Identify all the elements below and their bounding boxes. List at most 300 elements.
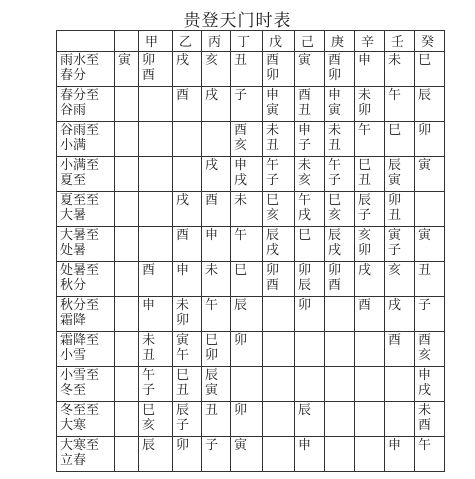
row-label-line: 小雪 bbox=[60, 348, 87, 363]
table-cell bbox=[202, 227, 231, 262]
cell-value: 酉 bbox=[358, 298, 372, 313]
cell-value: 子 bbox=[388, 243, 402, 258]
row-label bbox=[57, 157, 115, 192]
cell-value: 辰 bbox=[298, 278, 312, 293]
table-row bbox=[57, 297, 445, 332]
cell-value: 亥 bbox=[266, 208, 280, 223]
row-label bbox=[57, 262, 115, 297]
cell-value: 卯 bbox=[298, 298, 312, 313]
table-cell bbox=[263, 157, 295, 192]
row-label-line: 大暑 bbox=[60, 208, 87, 223]
cell-value: 亥 bbox=[234, 138, 248, 153]
table-cell bbox=[325, 262, 355, 297]
table-cell bbox=[385, 262, 415, 297]
table-cell bbox=[355, 157, 385, 192]
cell-value: 辰 bbox=[298, 403, 312, 418]
cell-value: 未 bbox=[266, 123, 280, 138]
table-cell bbox=[202, 332, 231, 367]
cell-value: 午 bbox=[234, 228, 248, 243]
table-cell bbox=[263, 437, 295, 472]
row-label-line: 立春 bbox=[60, 453, 87, 468]
table-cell bbox=[202, 52, 231, 87]
table-cell bbox=[295, 262, 325, 297]
cell-value: 卯 bbox=[328, 68, 342, 83]
cell-value: 申 bbox=[142, 298, 156, 313]
cell-value: 戌 bbox=[418, 383, 432, 398]
table-cell bbox=[295, 87, 325, 122]
cell-value: 丑 bbox=[358, 173, 372, 188]
table-row bbox=[57, 332, 445, 367]
table-cell bbox=[325, 122, 355, 157]
row-label bbox=[57, 367, 115, 402]
table-cell bbox=[385, 192, 415, 227]
table-cell bbox=[415, 437, 445, 472]
cell-value: 亥 bbox=[358, 228, 372, 243]
table-cell bbox=[325, 52, 355, 87]
table-cell bbox=[115, 332, 139, 367]
table-cell bbox=[115, 157, 139, 192]
cell-value: 辰 bbox=[388, 158, 402, 173]
table-cell bbox=[173, 402, 202, 437]
cell-value: 午 bbox=[205, 298, 219, 313]
cell-value: 辰 bbox=[205, 368, 219, 383]
row-label-line: 春分 bbox=[60, 68, 87, 83]
header-row bbox=[57, 31, 445, 52]
table-cell bbox=[139, 52, 173, 87]
cell-value: 辰 bbox=[176, 403, 190, 418]
table-cell bbox=[231, 87, 263, 122]
cell-value: 巳 bbox=[176, 368, 190, 383]
table-cell bbox=[139, 192, 173, 227]
table-cell bbox=[115, 227, 139, 262]
table-cell bbox=[263, 262, 295, 297]
table-cell bbox=[355, 192, 385, 227]
row-label-line: 冬至 bbox=[60, 383, 87, 398]
table-cell bbox=[202, 367, 231, 402]
table-row bbox=[57, 122, 445, 157]
cell-value: 亥 bbox=[142, 418, 156, 433]
table-cell bbox=[295, 192, 325, 227]
cell-value: 戌 bbox=[234, 173, 248, 188]
column-header: 戊 bbox=[263, 31, 295, 52]
cell-value: 卯 bbox=[176, 313, 190, 328]
table-cell bbox=[173, 332, 202, 367]
cell-value: 午 bbox=[266, 158, 280, 173]
table-cell bbox=[231, 227, 263, 262]
cell-value: 酉 bbox=[176, 88, 190, 103]
cell-value: 辰 bbox=[358, 193, 372, 208]
table-cell bbox=[173, 122, 202, 157]
table-cell bbox=[295, 437, 325, 472]
table-cell bbox=[385, 52, 415, 87]
table-cell bbox=[325, 402, 355, 437]
row-label-line: 大暑至 bbox=[60, 228, 100, 243]
table-cell bbox=[295, 297, 325, 332]
row-label-line: 雨水至 bbox=[60, 53, 100, 68]
row-label-line: 冬至至 bbox=[60, 403, 100, 418]
row-label-line: 谷雨至 bbox=[60, 123, 100, 138]
table-cell bbox=[231, 192, 263, 227]
table-cell bbox=[173, 87, 202, 122]
table-cell bbox=[295, 402, 325, 437]
table-cell bbox=[385, 402, 415, 437]
cell-value: 寅 bbox=[418, 228, 432, 243]
table-cell bbox=[231, 262, 263, 297]
cell-value: 申 bbox=[234, 158, 248, 173]
table-cell bbox=[231, 52, 263, 87]
cell-value: 寅 bbox=[418, 158, 432, 173]
table-row bbox=[57, 87, 445, 122]
table-cell bbox=[263, 122, 295, 157]
table-cell bbox=[385, 122, 415, 157]
table-cell bbox=[325, 332, 355, 367]
column-header: 甲 bbox=[139, 31, 173, 52]
table-cell bbox=[355, 402, 385, 437]
cell-value: 丑 bbox=[418, 263, 432, 278]
column-header: 庚 bbox=[325, 31, 355, 52]
cell-value: 巳 bbox=[142, 403, 156, 418]
cell-value: 亥 bbox=[298, 173, 312, 188]
table-cell bbox=[139, 157, 173, 192]
cell-value: 巳 bbox=[418, 53, 432, 68]
cell-value: 申 bbox=[328, 88, 342, 103]
cell-value: 未 bbox=[388, 53, 402, 68]
cell-value: 丑 bbox=[176, 383, 190, 398]
table-cell bbox=[139, 262, 173, 297]
cell-value: 未 bbox=[358, 88, 372, 103]
table-cell bbox=[415, 402, 445, 437]
row-label-line: 小满至 bbox=[60, 158, 100, 173]
row-label-line: 处暑至 bbox=[60, 263, 100, 278]
row-label-line: 处暑 bbox=[60, 243, 87, 258]
cell-value: 申 bbox=[298, 438, 312, 453]
cell-value: 子 bbox=[266, 173, 280, 188]
cell-value: 酉 bbox=[142, 263, 156, 278]
row-label-line: 秋分 bbox=[60, 278, 87, 293]
table-cell bbox=[325, 87, 355, 122]
table-cell bbox=[355, 437, 385, 472]
header-blank bbox=[57, 31, 115, 52]
table-cell bbox=[202, 402, 231, 437]
cell-value: 酉 bbox=[234, 123, 248, 138]
row-label bbox=[57, 437, 115, 472]
cell-value: 丑 bbox=[388, 208, 402, 223]
cell-value: 酉 bbox=[266, 278, 280, 293]
table-cell bbox=[173, 437, 202, 472]
cell-value: 巳 bbox=[298, 228, 312, 243]
table-cell bbox=[139, 122, 173, 157]
cell-value: 巳 bbox=[358, 158, 372, 173]
cell-value: 申 bbox=[176, 263, 190, 278]
table-cell bbox=[385, 227, 415, 262]
table-cell bbox=[385, 297, 415, 332]
cell-value: 酉 bbox=[328, 53, 342, 68]
table-cell bbox=[115, 192, 139, 227]
column-header: 辛 bbox=[355, 31, 385, 52]
cell-value: 戌 bbox=[205, 158, 219, 173]
row-label-line: 霜降至 bbox=[60, 333, 100, 348]
table-cell bbox=[385, 367, 415, 402]
cell-value: 子 bbox=[328, 173, 342, 188]
table-cell bbox=[355, 262, 385, 297]
table-cell bbox=[173, 227, 202, 262]
table-cell bbox=[231, 402, 263, 437]
table-row bbox=[57, 227, 445, 262]
column-header bbox=[115, 31, 139, 52]
table-cell bbox=[295, 157, 325, 192]
table-cell bbox=[415, 87, 445, 122]
table-cell bbox=[231, 437, 263, 472]
cell-value: 寅 bbox=[205, 383, 219, 398]
cell-value: 戌 bbox=[176, 193, 190, 208]
cell-value: 未 bbox=[418, 403, 432, 418]
row-label-line: 夏至至 bbox=[60, 193, 100, 208]
table-cell bbox=[415, 262, 445, 297]
row-label-line: 大寒 bbox=[60, 418, 87, 433]
table-cell bbox=[325, 192, 355, 227]
cell-value: 酉 bbox=[388, 333, 402, 348]
cell-value: 卯 bbox=[142, 53, 156, 68]
cell-value: 未 bbox=[205, 263, 219, 278]
cell-value: 子 bbox=[358, 208, 372, 223]
table-cell bbox=[385, 437, 415, 472]
cell-value: 申 bbox=[418, 368, 432, 383]
table-row bbox=[57, 437, 445, 472]
cell-value: 亥 bbox=[328, 208, 342, 223]
table-cell bbox=[355, 122, 385, 157]
table-cell bbox=[415, 157, 445, 192]
cell-value: 未 bbox=[328, 123, 342, 138]
cell-value: 戌 bbox=[388, 298, 402, 313]
page-title: 贵登天门时表 bbox=[183, 11, 292, 31]
cell-value: 酉 bbox=[418, 333, 432, 348]
cell-value: 丑 bbox=[266, 138, 280, 153]
cell-value: 酉 bbox=[205, 193, 219, 208]
table-cell bbox=[115, 437, 139, 472]
row-label-line: 谷雨 bbox=[60, 103, 87, 118]
table-cell bbox=[173, 52, 202, 87]
row-label bbox=[57, 297, 115, 332]
column-header: 乙 bbox=[173, 31, 202, 52]
table-cell bbox=[173, 157, 202, 192]
table-cell bbox=[415, 332, 445, 367]
cell-value: 子 bbox=[418, 298, 432, 313]
row-label-line: 夏至 bbox=[60, 173, 87, 188]
table-cell bbox=[231, 122, 263, 157]
cell-value: 寅 bbox=[118, 53, 132, 68]
table-cell bbox=[231, 332, 263, 367]
cell-value: 卯 bbox=[266, 68, 280, 83]
row-label-line: 大寒至 bbox=[60, 438, 100, 453]
cell-value: 申 bbox=[388, 438, 402, 453]
table-cell bbox=[415, 122, 445, 157]
table-cell bbox=[202, 262, 231, 297]
table-cell bbox=[355, 52, 385, 87]
cell-value: 申 bbox=[298, 123, 312, 138]
cell-value: 亥 bbox=[418, 348, 432, 363]
table-cell bbox=[325, 297, 355, 332]
table-cell bbox=[385, 87, 415, 122]
table-cell bbox=[415, 227, 445, 262]
column-header: 壬 bbox=[385, 31, 415, 52]
cell-value: 酉 bbox=[266, 53, 280, 68]
cell-value: 申 bbox=[205, 228, 219, 243]
cell-value: 卯 bbox=[266, 263, 280, 278]
table-cell bbox=[355, 367, 385, 402]
cell-value: 辰 bbox=[418, 88, 432, 103]
cell-value: 未 bbox=[298, 158, 312, 173]
cell-value: 子 bbox=[298, 138, 312, 153]
table-cell bbox=[115, 402, 139, 437]
cell-value: 子 bbox=[205, 438, 219, 453]
table-cell bbox=[139, 87, 173, 122]
cell-value: 酉 bbox=[418, 418, 432, 433]
table-cell bbox=[263, 227, 295, 262]
cell-value: 卯 bbox=[328, 263, 342, 278]
table-row bbox=[57, 52, 445, 87]
table-cell bbox=[231, 367, 263, 402]
cell-value: 戌 bbox=[266, 243, 280, 258]
table-row bbox=[57, 367, 445, 402]
cell-value: 寅 bbox=[234, 438, 248, 453]
row-label bbox=[57, 192, 115, 227]
row-label bbox=[57, 87, 115, 122]
table-cell bbox=[355, 227, 385, 262]
cell-value: 戌 bbox=[358, 263, 372, 278]
cell-value: 午 bbox=[418, 438, 432, 453]
table-cell bbox=[231, 297, 263, 332]
cell-value: 丑 bbox=[205, 403, 219, 418]
table-cell bbox=[139, 227, 173, 262]
cell-value: 午 bbox=[176, 348, 190, 363]
cell-value: 巳 bbox=[328, 193, 342, 208]
cell-value: 卯 bbox=[358, 103, 372, 118]
table-cell bbox=[325, 437, 355, 472]
table-cell bbox=[263, 367, 295, 402]
cell-value: 卯 bbox=[176, 438, 190, 453]
cell-value: 戌 bbox=[298, 208, 312, 223]
table-cell bbox=[263, 52, 295, 87]
table-cell bbox=[173, 297, 202, 332]
cell-value: 未 bbox=[234, 193, 248, 208]
table-cell bbox=[325, 227, 355, 262]
table-cell bbox=[385, 332, 415, 367]
table-cell bbox=[355, 87, 385, 122]
table-cell bbox=[115, 87, 139, 122]
table-cell bbox=[295, 332, 325, 367]
cell-value: 辰 bbox=[266, 228, 280, 243]
cell-value: 酉 bbox=[328, 278, 342, 293]
table-cell bbox=[263, 402, 295, 437]
table-cell bbox=[202, 122, 231, 157]
column-header: 丁 bbox=[231, 31, 263, 52]
cell-value: 午 bbox=[298, 193, 312, 208]
table-cell bbox=[139, 367, 173, 402]
table-cell bbox=[295, 367, 325, 402]
cell-value: 卯 bbox=[234, 333, 248, 348]
row-label-line: 霜降 bbox=[60, 313, 87, 328]
cell-value: 寅 bbox=[298, 53, 312, 68]
row-label bbox=[57, 52, 115, 87]
cell-value: 酉 bbox=[298, 88, 312, 103]
cell-value: 申 bbox=[358, 53, 372, 68]
cell-value: 寅 bbox=[176, 333, 190, 348]
column-header: 己 bbox=[295, 31, 325, 52]
table-row bbox=[57, 402, 445, 437]
table-cell bbox=[295, 122, 325, 157]
table-cell bbox=[415, 297, 445, 332]
row-label bbox=[57, 122, 115, 157]
cell-value: 丑 bbox=[298, 103, 312, 118]
table-cell bbox=[355, 332, 385, 367]
cell-value: 辰 bbox=[234, 298, 248, 313]
cell-value: 亥 bbox=[388, 263, 402, 278]
cell-value: 寅 bbox=[388, 173, 402, 188]
row-label bbox=[57, 227, 115, 262]
table-cell bbox=[385, 157, 415, 192]
cell-value: 卯 bbox=[298, 263, 312, 278]
cell-value: 丑 bbox=[328, 138, 342, 153]
table-row bbox=[57, 192, 445, 227]
table-cell bbox=[202, 297, 231, 332]
cell-value: 卯 bbox=[205, 348, 219, 363]
table-cell bbox=[415, 52, 445, 87]
row-label-line: 春分至 bbox=[60, 88, 100, 103]
table-cell bbox=[231, 157, 263, 192]
row-label bbox=[57, 332, 115, 367]
table-cell bbox=[263, 192, 295, 227]
cell-value: 酉 bbox=[142, 68, 156, 83]
cell-value: 寅 bbox=[388, 228, 402, 243]
table-cell bbox=[202, 192, 231, 227]
table-cell bbox=[355, 297, 385, 332]
cell-value: 午 bbox=[142, 368, 156, 383]
table-cell bbox=[115, 52, 139, 87]
table-cell bbox=[173, 367, 202, 402]
table-cell bbox=[202, 437, 231, 472]
table-cell bbox=[115, 367, 139, 402]
cell-value: 子 bbox=[234, 88, 248, 103]
cell-value: 卯 bbox=[234, 403, 248, 418]
column-header: 癸 bbox=[415, 31, 445, 52]
cell-value: 戌 bbox=[205, 88, 219, 103]
table-cell bbox=[173, 192, 202, 227]
cell-value: 午 bbox=[328, 158, 342, 173]
cell-value: 子 bbox=[176, 418, 190, 433]
cell-value: 卯 bbox=[388, 193, 402, 208]
cell-value: 卯 bbox=[358, 243, 372, 258]
cell-value: 寅 bbox=[266, 103, 280, 118]
table-cell bbox=[263, 297, 295, 332]
table-cell bbox=[202, 157, 231, 192]
row-label-line: 小满 bbox=[60, 138, 87, 153]
cell-value: 子 bbox=[142, 383, 156, 398]
cell-value: 酉 bbox=[176, 228, 190, 243]
column-header: 丙 bbox=[202, 31, 231, 52]
cell-value: 丑 bbox=[234, 53, 248, 68]
table-cell bbox=[415, 192, 445, 227]
cell-value: 寅 bbox=[328, 103, 342, 118]
cell-value: 午 bbox=[358, 123, 372, 138]
table-cell bbox=[115, 122, 139, 157]
cell-value: 午 bbox=[388, 88, 402, 103]
table-cell bbox=[263, 87, 295, 122]
cell-value: 辰 bbox=[142, 438, 156, 453]
cell-value: 巳 bbox=[205, 333, 219, 348]
table-cell bbox=[173, 262, 202, 297]
table-row bbox=[57, 262, 445, 297]
table-cell bbox=[295, 227, 325, 262]
